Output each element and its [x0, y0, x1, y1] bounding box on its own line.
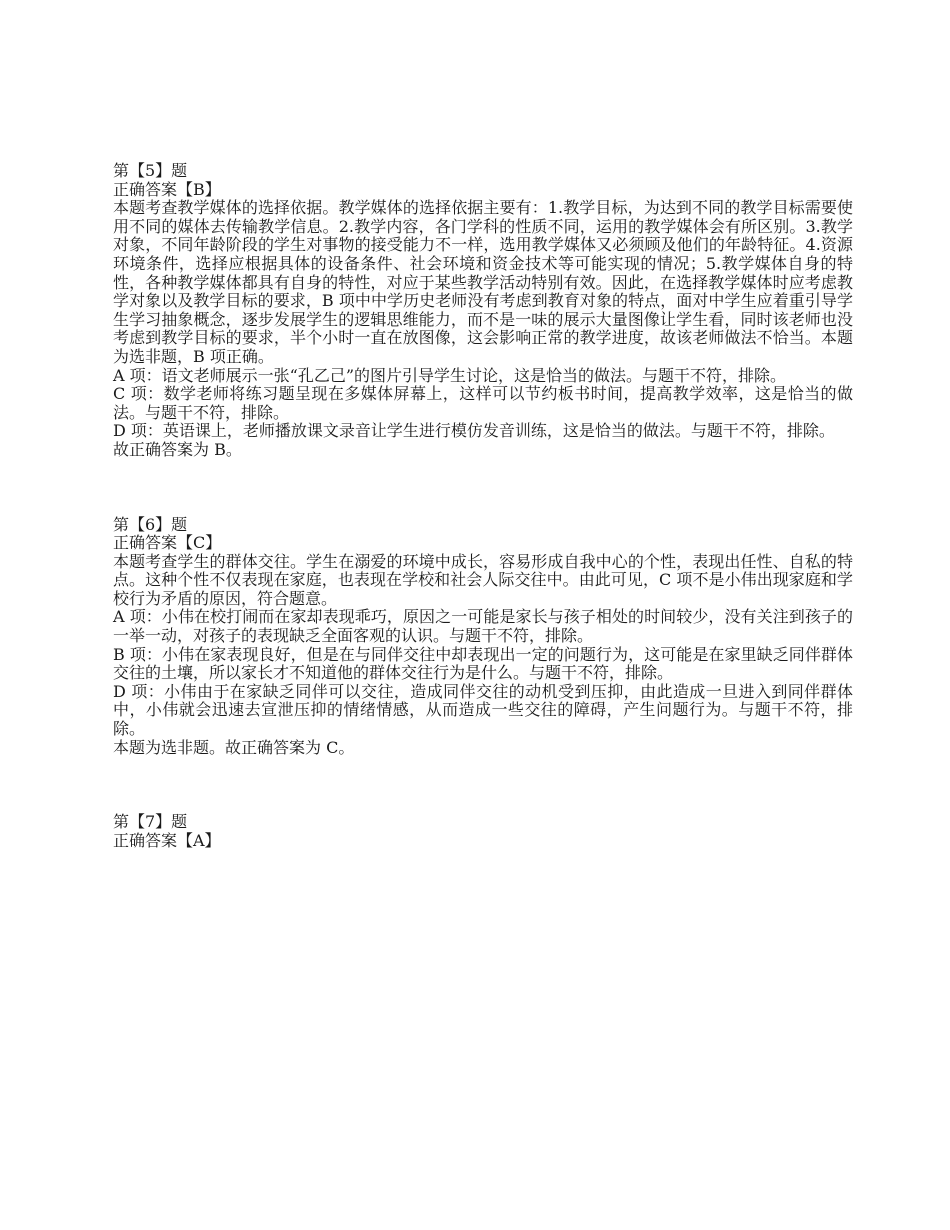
conclusion: 本题为选非题。故正确答案为 C。 — [113, 737, 355, 757]
question-title: 第【7】题 — [113, 812, 188, 832]
option-a-analysis: A 项：小伟在校打闹而在家却表现乖巧，原因之一可能是家长与孩子相处的时间较少，没有关注到孩子的一举一动，对孩子的表现缺乏全面客观的认识。与题干不符，排除。 — [113, 607, 853, 646]
question-5 — [113, 162, 853, 460]
option-d-analysis: D 项：小伟由于在家缺乏同伴可以交往，造成同伴交往的动机受到压抑，由此造成一旦进入到同伴群体中，小伟就会迅速去宣泄压抑的情绪情感，从而造成一些交往的障碍，产生问题行为。与题干不符，排除。 — [113, 681, 853, 739]
conclusion: 故正确答案为 B。 — [113, 439, 242, 459]
question-title: 第【5】题 — [113, 161, 188, 180]
option-c-analysis: C 项：数学老师将练习题呈现在多媒体屏幕上，这样可以节约板书时间，提高教学效率，这是恰当的做法。与题干不符，排除。 — [113, 384, 853, 422]
document-page — [113, 162, 853, 850]
question-title: 第【6】题 — [113, 514, 188, 534]
explanation-paragraph: 本题考查学生的群体交往。学生在溺爱的环境中成长，容易形成自我中心的个性，表现出任性、自私的特点。这种个性不仅表现在家庭，也表现在学校和社会人际交往中。由此可见，C 项不是小伟出现家庭和学校行为矛盾的原因，符合题意。 — [113, 551, 853, 608]
correct-answer: 正确答案【C】 — [113, 533, 222, 553]
option-d-analysis: D 项：英语课上，老师播放课文录音让学生进行模仿发音训练，这是恰当的做法。与题干不符，排除。 — [113, 421, 835, 441]
section-spacer — [113, 460, 853, 516]
question-6 — [113, 516, 853, 758]
correct-answer: 正确答案【B】 — [113, 179, 221, 199]
option-b-analysis: B 项：小伟在家表现良好，但是在与同伴交往中却表现出一定的问题行为，这可能是在家里缺乏同伴群体交往的土壤，所以家长才不知道他的群体交往行为是什么。与题干不符，排除。 — [113, 644, 853, 683]
question-7 — [113, 813, 853, 850]
section-spacer — [113, 757, 853, 813]
correct-answer: 正确答案【A】 — [113, 830, 221, 850]
explanation-paragraph: 本题考查教学媒体的选择依据。教学媒体的选择依据主要有：1.教学目标，为达到不同的教学目标需要使用不同的媒体去传输教学信息。2.教学内容，各门学科的性质不同，运用的教学媒体会有所区别。3.教学对象，不同年龄阶段的学生对事物的接受能力不一样，选用教学媒体又必须顾及他们的年龄特征。4.资源环境条件，选择应根据具体的设备条件、社会环境和资金技术等可能实现的情况；5.教学媒体自身的特性，各种教学媒体都具有自身的特性，对应于某些教学活动特别有效。因此，在选择教学媒体时应考虑教学对象以及教学目标的要求，B 项中中学历史老师没有考虑到教育对象的特点，面对中学生应着重引导学生学习抽象概念，逐步发展学生的逻辑思维能力，而不是一味的展示大量图像让学生看，同时该老师也没考虑到教学目标的要求，半个小时一直在放图像，这会影响正常的教学进度，故该老师做法不恰当。本题为选非题，B 项正确。 — [113, 198, 853, 366]
option-a-analysis: A 项：语文老师展示一张“孔乙己”的图片引导学生讨论，这是恰当的做法。与题干不符，排除。 — [113, 365, 787, 385]
